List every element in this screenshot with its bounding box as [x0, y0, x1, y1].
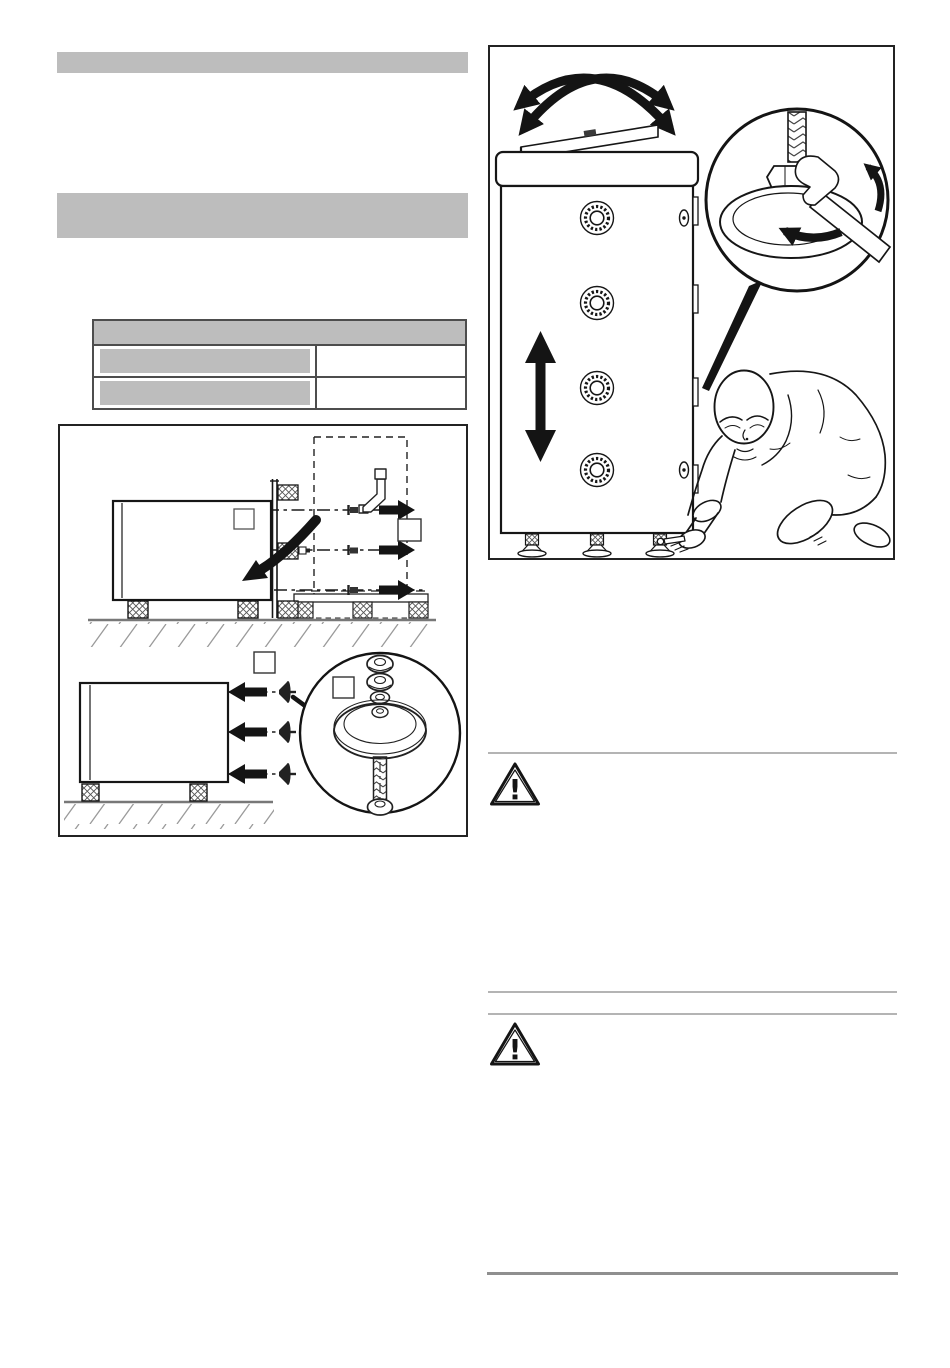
- redacted-label-bar: [100, 349, 310, 373]
- ground-bottom: [64, 802, 274, 829]
- section-heading-redacted-large: [57, 193, 468, 238]
- table-cell-value: [317, 378, 465, 408]
- figure-levelling: [488, 45, 895, 560]
- ground-top: [88, 620, 436, 647]
- warning-triangle-icon: [489, 760, 541, 808]
- foot-detail-circle: [300, 653, 460, 815]
- table-row: [94, 346, 465, 376]
- callout-box-3: [254, 652, 275, 673]
- figure-unpacking: [58, 424, 468, 837]
- warning-exclamation: !: [508, 1033, 522, 1066]
- redacted-label-bar: [100, 381, 310, 405]
- warning-exclamation: !: [508, 773, 522, 806]
- divider-rule: [488, 1013, 897, 1015]
- table-cell-value: [317, 346, 465, 376]
- divider-rule-dark: [487, 1272, 898, 1275]
- wrench-detail-circle: [706, 109, 890, 291]
- section-heading-redacted-small: [57, 52, 468, 73]
- callout-box-1: [234, 509, 254, 529]
- spec-table: [92, 319, 467, 410]
- callout-box-4: [333, 677, 354, 698]
- divider-rule: [488, 752, 897, 754]
- table-cell-label: [94, 346, 317, 376]
- divider-rule: [488, 991, 897, 993]
- table-cell-label: [94, 378, 317, 408]
- table-row: [94, 376, 465, 408]
- spec-table-header: [94, 321, 465, 346]
- callout-box-2: [398, 519, 421, 541]
- warning-triangle-icon: [489, 1020, 541, 1068]
